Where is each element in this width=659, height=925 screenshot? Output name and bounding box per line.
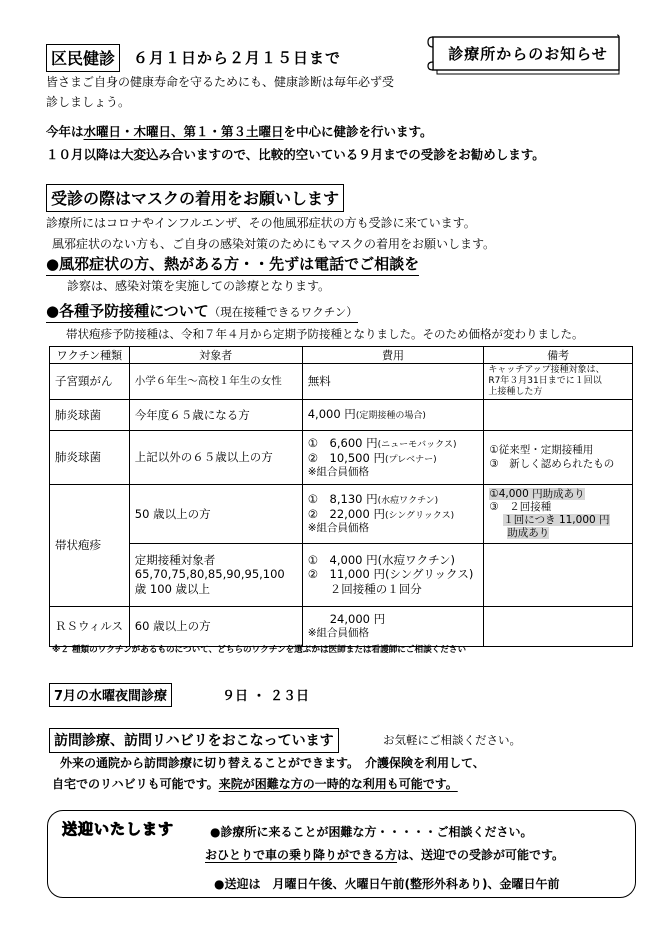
row-shingles-a-member: ※組合員価格: [307, 522, 370, 535]
header-notes: 備考: [484, 347, 633, 364]
row-pneumo65-name: 肺炎球菌: [50, 400, 130, 431]
pickup-line3: [214, 875, 559, 892]
vaccines-footnote: ※２ 種類のワクチンがあるものについて、どちらのワクチンを選ぶかは医師または看護師にご相談ください: [52, 645, 467, 655]
row-shingles-a-cost: [302, 485, 484, 544]
row-hpv-note-1: キャッチアップ接種対象は、: [488, 365, 605, 376]
row-shingles-a-cost1-sub: (水痘ワクチン): [377, 495, 439, 506]
row-rsv-note: [484, 606, 633, 646]
row-pneumo65-cost: [302, 400, 484, 431]
row-rsv-name: ＲＳウィルス: [50, 606, 130, 646]
table-row: [50, 485, 633, 544]
kumin-title: 区民健診: [46, 44, 120, 72]
row-shingles-b-target1: 定期接種対象者: [134, 552, 216, 567]
row-rsv-cost: [302, 606, 484, 646]
homevisit-line2-pre: 自宅でのリハビリも可能です。: [52, 777, 219, 791]
header-cost: 費用: [302, 347, 484, 364]
row-pneumo-other-name: 肺炎球菌: [50, 431, 130, 485]
kumin-days: [46, 122, 433, 140]
night-title: 7月の水曜夜間診療: [49, 683, 172, 707]
table-row: [50, 364, 633, 400]
row-shingles-name: 帯状疱疹: [50, 485, 130, 607]
header-target: 対象者: [129, 347, 302, 364]
row-pneumo-other-cost: [302, 431, 484, 485]
row-shingles-b-cost1: ① 4,000 円(水痘ワクチン): [307, 552, 456, 567]
row-shingles-b-target: [129, 543, 302, 606]
vaccines-subtitle: （現在接種できるワクチン）: [208, 305, 358, 319]
homevisit-line2: [52, 775, 458, 792]
pickup-line2-ul: おひとりで車の乗り降りができる方: [205, 848, 398, 862]
homevisit-line2-ul: 来院が困難な方の一時的な利用も可能です。: [218, 777, 458, 791]
fever-title: ●風邪症状の方、熱がある方・・先ずは電話でご相談を: [46, 253, 419, 276]
row-shingles-a-note2: ③ ２回接種: [489, 501, 552, 514]
table-row: [50, 431, 633, 485]
kumin-october-note: １０月以降は大変込み合いますので、比較的空いている９月までの受診をお勧めします。: [46, 147, 545, 162]
row-pneumo-other-cost2-sub: (プレベナー): [384, 454, 437, 465]
notice-banner-text: 診療所からのお知らせ: [448, 45, 608, 63]
row-shingles-b-cost: [302, 543, 484, 606]
row-pneumo-other-note: [484, 431, 633, 485]
row-rsv-member: ※組合員価格: [307, 626, 370, 639]
row-shingles-a-note3: １回につき 11,000 円: [503, 514, 610, 527]
vaccines-heading: [46, 300, 358, 323]
row-pneumo-other-note1: ①従来型・定期接種用: [489, 444, 594, 457]
row-shingles-b-target2: 65,70,75,80,85,90,95,100: [134, 567, 285, 582]
night-dates: ９日 ・ ２３日: [222, 689, 310, 704]
table-row: [50, 606, 633, 646]
vaccines-intro: 帯状疱疹予防接種は、令和７年４月から定期予防接種となりました。そのため価格が変わりました。: [66, 327, 584, 341]
table-header-row: [50, 347, 633, 364]
row-rsv-target: 60 歳以上の方: [129, 606, 302, 646]
row-shingles-a-note: [484, 485, 633, 544]
pickup-line2: [205, 846, 564, 863]
row-pneumo65-target: 今年度６５歳になる方: [129, 400, 302, 431]
row-hpv-name: 子宮頸がん: [50, 364, 130, 400]
row-shingles-a-target: 50 歳以上の方: [129, 485, 302, 544]
row-shingles-b-cost3: ２回接種の１回分: [329, 581, 422, 596]
table-row: [50, 543, 633, 606]
homevisit-title: 訪問診療、訪問リハビリをおこなっています: [49, 728, 339, 753]
row-hpv-note-3: 上接種した方: [488, 386, 543, 397]
header-vaccine-type: ワクチン種類: [50, 347, 130, 364]
pickup-title: 送迎いたします: [62, 820, 175, 838]
kumin-days-main: 水曜日・木曜日、第１・第３土曜日: [83, 124, 284, 139]
kumin-period: ６月１日から２月１５日まで: [133, 49, 342, 67]
vaccine-table: [49, 346, 633, 647]
pickup-line3-label: ●送迎は: [214, 877, 261, 891]
row-shingles-b-note: [484, 543, 633, 606]
row-pneumo65-cost-main: 4,000 円: [307, 407, 356, 422]
pickup-line2-post: は、送迎での受診が可能です。: [397, 848, 565, 862]
row-hpv-note: [484, 364, 633, 400]
row-pneumo-other-cost2: ② 10,500 円: [307, 450, 385, 465]
pickup-line3-body: 月曜日午後、火曜日午前(整形外科あり)、金曜日午前: [260, 877, 560, 891]
notice-banner: [427, 34, 622, 76]
table-row: [50, 400, 633, 431]
row-pneumo65-cost-sub: (定期接種の場合): [355, 411, 426, 422]
kumin-days-post: を中心に健診を行います。: [283, 124, 433, 139]
vaccines-title: ●各種予防接種について: [46, 302, 209, 320]
row-pneumo-other-cost1-sub: (ニューモバックス): [377, 439, 457, 450]
kumin-desc-line1: 皆さまご自身の健康寿命を守るためにも、健康診断は毎年必ず受: [46, 75, 395, 89]
row-hpv-cost: 無料: [302, 364, 484, 400]
row-pneumo-other-target: 上記以外の６５歳以上の方: [129, 431, 302, 485]
row-shingles-b-cost2: ② 11,000 円(シングリックス): [307, 567, 474, 582]
row-shingles-a-cost2-sub: (シングリックス): [384, 511, 455, 522]
row-pneumo65-note: [484, 400, 633, 431]
kumin-days-pre: 今年は: [46, 124, 84, 139]
row-pneumo-other-member: ※組合員価格: [307, 466, 370, 479]
mask-line2: 風邪症状のない方も、ご自身の感染対策のためにもマスクの着用をお願いします。: [52, 237, 496, 251]
mask-line1: 診療所にはコロナやインフルエンザ、その他風邪症状の方も受診に来ています。: [46, 216, 476, 230]
mask-title: 受診の際はマスクの着用をお願いします: [46, 184, 344, 212]
homevisit-aside: お気軽にご相談ください。: [383, 733, 521, 747]
row-shingles-a-cost2: ② 22,000 円: [307, 507, 385, 522]
row-shingles-a-cost1: ① 8,130 円: [307, 491, 378, 506]
row-shingles-b-target3: 歳 100 歳以上: [134, 581, 211, 596]
row-hpv-note-2: R7年３月31日までに１回以: [488, 376, 602, 387]
kumin-desc-line2: 診しましょう。: [46, 95, 131, 109]
fever-line: 診察は、感染対策を実施しての診療となります。: [67, 279, 331, 293]
row-shingles-a-note4: 助成あり: [507, 527, 550, 540]
homevisit-line1: 外来の通院から訪問診療に切り替えることができます。 介護保険を利用して、: [60, 756, 485, 770]
row-shingles-a-note1: ①4,000 円助成あり: [489, 488, 585, 500]
row-rsv-cost-amount: 24,000 円: [329, 612, 386, 627]
pickup-line1: ●診療所に来ることが困難な方・・・・・ご相談ください。: [210, 825, 533, 839]
row-pneumo-other-cost1: ① 6,600 円: [307, 435, 378, 450]
row-pneumo-other-note2: ③ 新しく認められたもの: [489, 457, 615, 470]
row-hpv-target: 小学６年生～高校１年生の女性: [129, 364, 302, 400]
